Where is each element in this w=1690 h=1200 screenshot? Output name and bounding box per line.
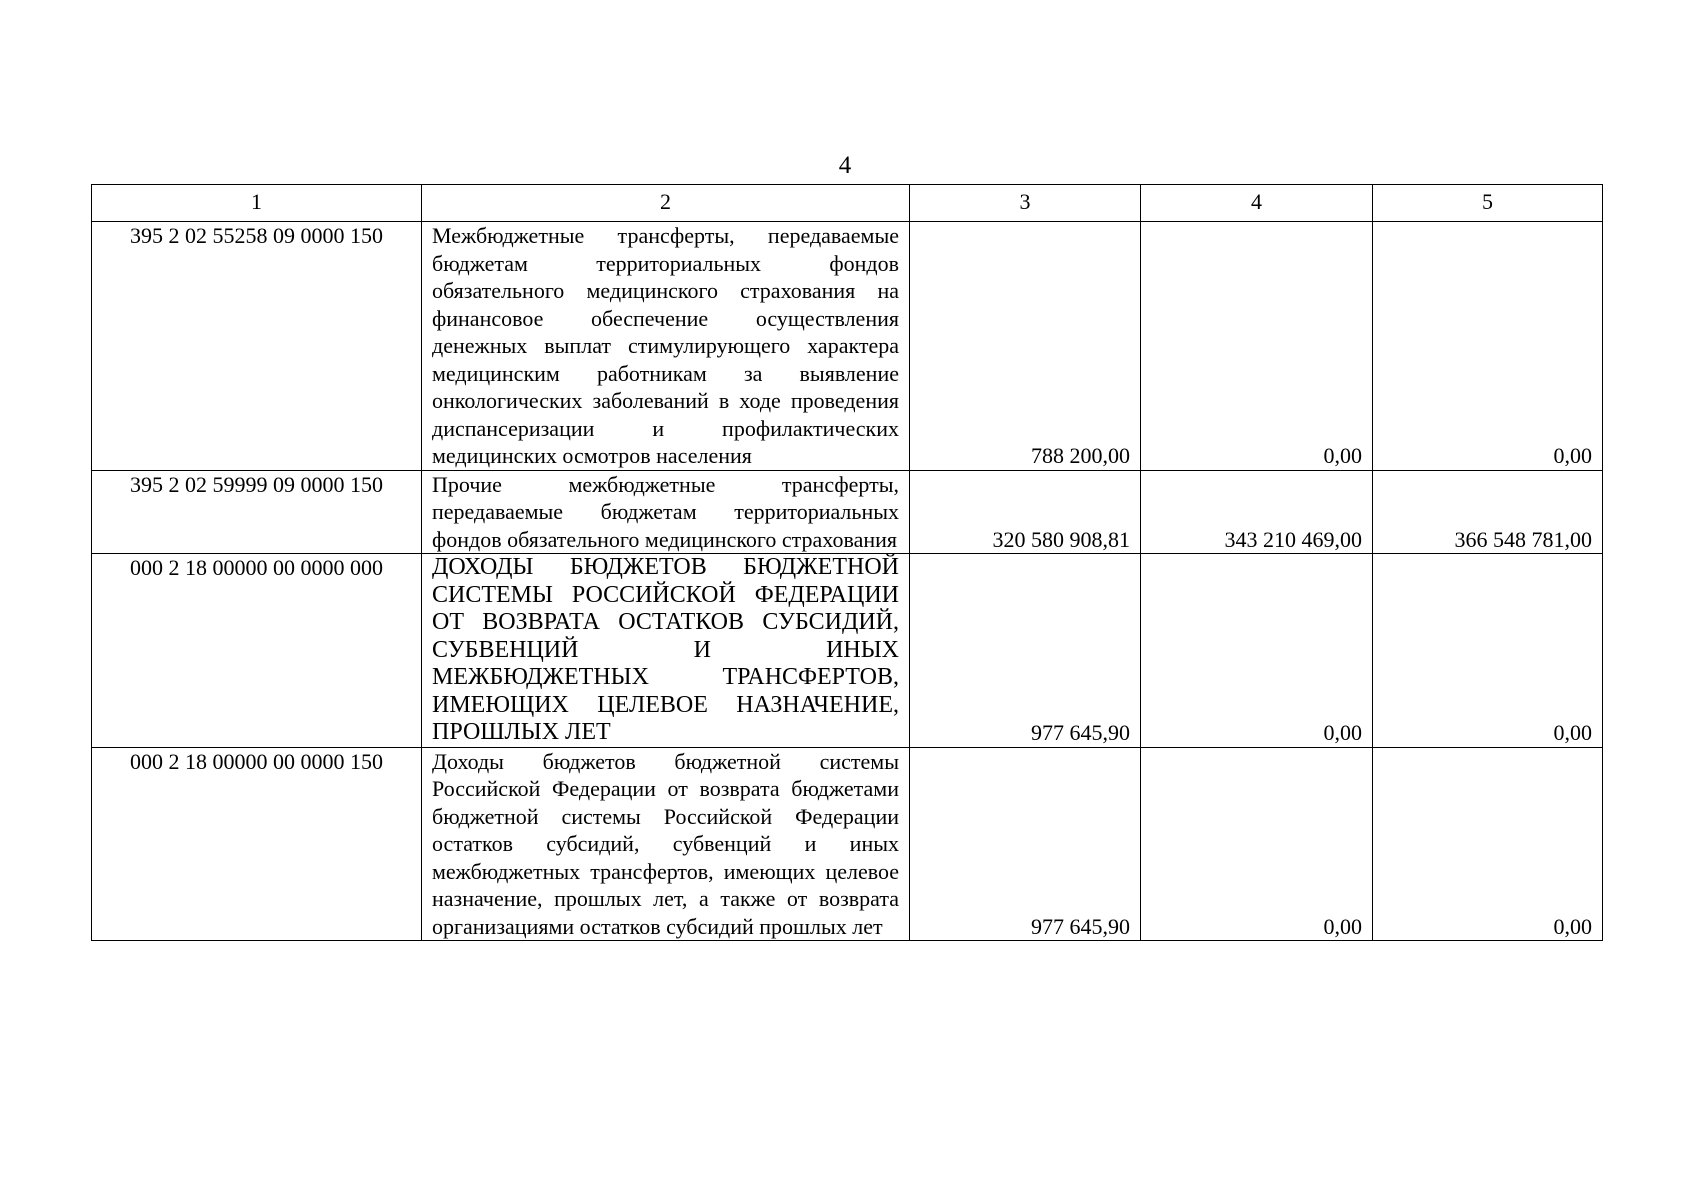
column-header-2: 2 [422, 185, 910, 222]
column-header-1: 1 [92, 185, 422, 222]
budget-code-cell: 000 2 18 00000 00 0000 000 [92, 554, 422, 748]
budget-code-cell: 000 2 18 00000 00 0000 150 [92, 747, 422, 941]
amount-col3-cell: 977 645,90 [910, 554, 1141, 748]
amount-col4-cell: 0,00 [1141, 747, 1373, 941]
column-header-3: 3 [910, 185, 1141, 222]
amount-col3-cell: 977 645,90 [910, 747, 1141, 941]
revenue-name-cell: ДОХОДЫ БЮДЖЕТОВ БЮДЖЕТНОЙ СИСТЕМЫ РОССИЙСКОЙ ФЕДЕРАЦИИ ОТ ВОЗВРАТА ОСТАТКОВ СУБСИДИЙ, СУБВЕНЦИЙ И ИНЫХ МЕЖБЮДЖЕТНЫХ ТРАНСФЕРТОВ, ИМЕЮЩИХ ЦЕЛЕВОЕ НАЗНАЧЕНИЕ, ПРОШЛЫХ ЛЕТ [422, 554, 910, 748]
amount-col5-cell: 0,00 [1373, 554, 1603, 748]
amount-col3-cell: 320 580 908,81 [910, 470, 1141, 554]
budget-code-cell: 395 2 02 55258 09 0000 150 [92, 222, 422, 471]
column-header-4: 4 [1141, 185, 1373, 222]
table-row [92, 222, 1603, 471]
table-header-row [92, 185, 1603, 222]
table-row [92, 470, 1603, 554]
amount-col4-cell: 343 210 469,00 [1141, 470, 1373, 554]
budget-code-cell: 395 2 02 59999 09 0000 150 [92, 470, 422, 554]
revenue-table [91, 184, 1603, 941]
revenue-name-cell: Межбюджетные трансферты, передаваемые бюджетам территориальных фондов обязательного медицинского страхования на финансовое обеспечение осуществления денежных выплат стимулирующего характера медицинским работникам за выявление онкологических заболеваний в ходе проведения диспансеризации и профилактических медицинских осмотров населения [422, 222, 910, 471]
table-row [92, 554, 1603, 748]
amount-col5-cell: 0,00 [1373, 222, 1603, 471]
table-row [92, 747, 1603, 941]
amount-col5-cell: 366 548 781,00 [1373, 470, 1603, 554]
revenue-name-cell: Доходы бюджетов бюджетной системы Российской Федерации от возврата бюджетами бюджетной системы Российской Федерации остатков субсидий, субвенций и иных межбюджетных трансфертов, имеющих целевое назначение, прошлых лет, а также от возврата организациями остатков субсидий прошлых лет [422, 747, 910, 941]
column-header-5: 5 [1373, 185, 1603, 222]
amount-col4-cell: 0,00 [1141, 554, 1373, 748]
revenue-name-cell: Прочие межбюджетные трансферты, передаваемые бюджетам территориальных фондов обязательного медицинского страхования [422, 470, 910, 554]
page-number: 4 [838, 152, 852, 179]
amount-col3-cell: 788 200,00 [910, 222, 1141, 471]
amount-col5-cell: 0,00 [1373, 747, 1603, 941]
amount-col4-cell: 0,00 [1141, 222, 1373, 471]
